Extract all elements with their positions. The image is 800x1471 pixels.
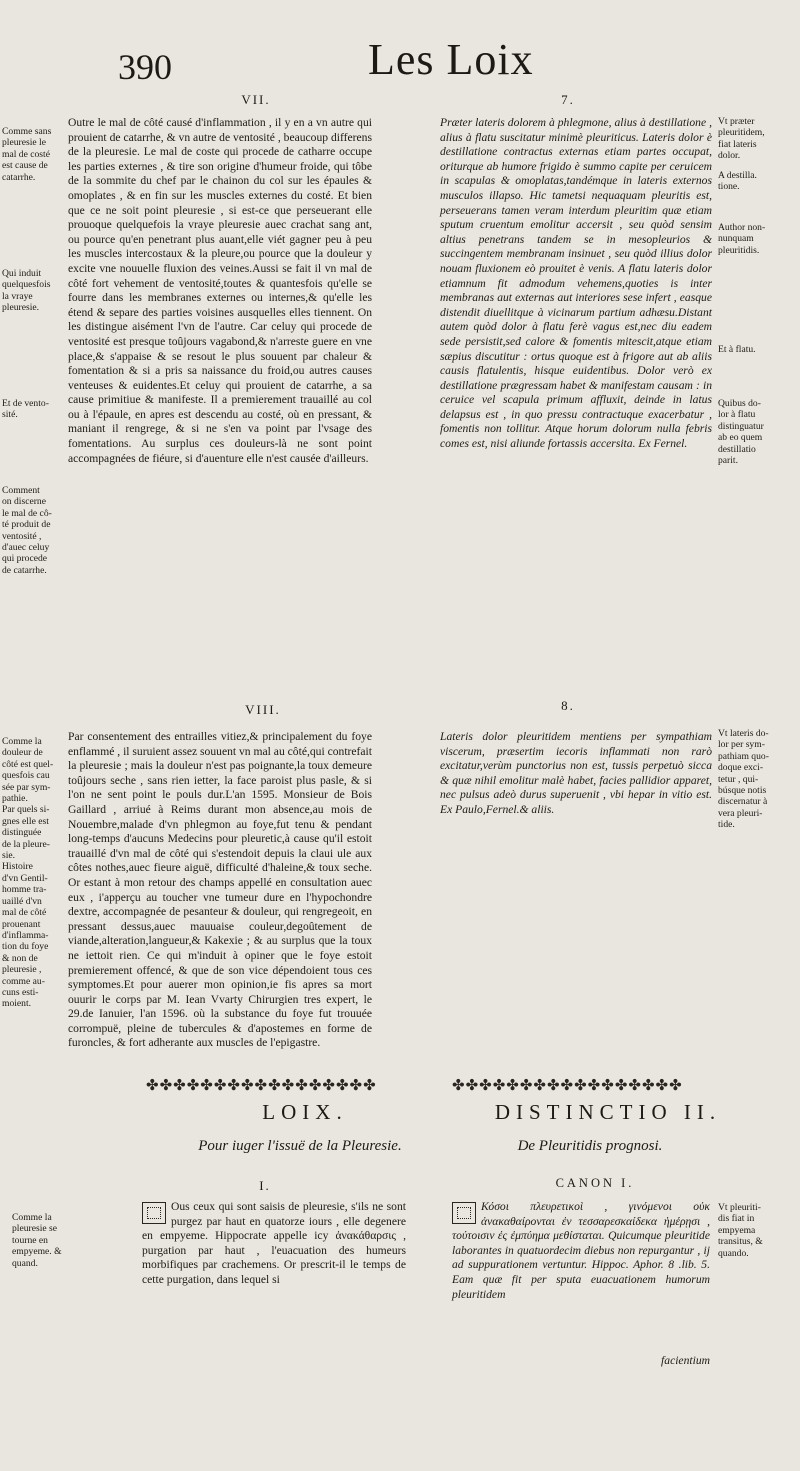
section-title-loix: LOIX.	[262, 1100, 348, 1124]
latin-text-7: Præter lateris dolorem à phlegmone, alius à destillatione , alius à flatu suscitatur minimè pleuriticus. Lateris dolor è destillatione contractus externas etiam partes occupat, oriturque ab humore frigido è summo capite per ceruicem in scapulas & omoplatas,tandémque in lateris externos musculos illapso. Hic tametsi nequaquam pleuritis est, perseuerans tamen veram interdum pleuritim quæ etiam sputum cruentum emolitur accersit , seu quòd sensim altius penetrans tandem se in mesopleurios & succingentem membranam insinuet , seu quòd illius dolor nouam fluxionem eò prouitet è venis. A flatu lateris dolor etiamnum fit admodum vehemens,quoties is inter membranas aut externas aut interiores sese infert , easque distendit diuellitque à vicinarum partium adhæsu.Distant autem quòd dolor à flatu ferè vagus est,nec diu eadem sede persistit,sed calore & fomentis mitescit,atque etiam sæpius discutitur : ortus quoque est à frigore aut ab aliis causis flatulentis, hisque euidentibus. Dolor verò ex destillatione prægressam habet & manifestam causam : in ceruice vel scapula primum affluxit, deinde in latus delapsus est , in quo pressu contractuque exacerbatur , fomentis non tollitur. Atque horum dolorum nulla febris comes est, nisi aliunde fortassis accersita. Ex Fernel.	[440, 116, 712, 451]
french-text-8: Par consentement des entrailles vitiez,& principalement du foye enflammé , il suruient assez souuent vn mal au côté,qui contrefait la pleuresie ; mais la douleur n'est pas poignante,la toux demeure toûjours seche , sans rien ietter, la face paroist plus pasle, & si l'on ne sent point le pouls dur.L'an 1595. Monsieur de Bois Gaillard , arriué à Reims durant mon absence,au mois de Nouembre,malade d'vn phlegmon au foye,fut tenu & pendant long-temps d'aucuns Medecins pour pleuretic,à cause qu'il estoit trauaillé d'vn mal de côté qui s'estendoit depuis la claui ule aux côtes nothes,auec fieure aiguë, difficulté d'haleine,& toux seche. Or estant à mon retour des champs appellé en consultation auec eux , i'apperçu au toucher vne tumeur dure en l'hypochondre dextre, accompagnée de pesanteur & douleur, qui rengregeoit, en pressant dessus,auec mauuaise couleur,degoûtement de viande,alteration,langueur,& Kakexie ; & au surplus que la toux ne iettoit rien. Ce qui m'induit à opiner que le foye estoit premierement offencé, & que de son vice dépendoient tous ces symptomes.Et pour auerer mon opinion,ie fis apres sa mort ouurir le corps par M. Iean Vvarty Chirurgien tres expert, le 29.de Ianuier, l'an 1596. où la substance du foye fut trouuée corrompuë, pleine de tubercules & d'apostemes en forme de furoncles, & fort adherante aux muscles de l'epigastre.	[68, 730, 372, 1050]
margin-note: Comment on discerne le mal de cô- té produit de ventosité , d'auec celuy qui procede de catarrhe.	[2, 485, 52, 576]
french-text-7: Outre le mal de côté causé d'inflammation , il y en a vn autre qui prouient de catarrhe, & vn autre de ventosité , beaucoup differens de la pleuresie. Le mal de coste qui procede de catharre occupe les parties externes , & tire son origine d'humeur froide, qui tôbe de la sommite du chef par le chainon du col sur les épaules & omoplates , & en fin sur les muscles externes du costé. Et bien que ce ne soit point pleuresie , si est-ce que perseuerant elle prouoque quelquefois la vraye pleuresie auec crachat sang ant, ou pource qu'en penetrant plus auant,elle viét gagner peu à peu les muscles intercostaux & la pleure,ou pource que la douleur y excite vne nouuelle fluxion des veines.Aussi se fait il vn mal de côté fort vehement de ventosité,toutes & quantesfois qu'elle se fourre dans les membranes externes ou internes,& qu'elle les étend & separe des parties voisines ausquelles elles tiennent. On les distingue aisément l'vn de l'autre. Car celuy qui procede de ventosité est presque toûjours vagabond,& n'arreste guere en vne place,& s'appaise & se resout le plus souuent par chaleur & fomentation & si a pris sa naissance du froid,ou autres causes venteuses & euidentes.Et celuy qui prouient de catarrhe, a sa cause primitiue & manifeste. Il a premierement trauaillé au col ou à l'épaule, en apres est descendu au costé, où en pressant, & maniant il rengrege, & si ne s'en va point par l'vsage des fomentations. Au surplus ces douleurs-là ne sont point accompagnées de fiéure, si d'auenture elle n'est causée d'ailleurs.	[68, 116, 372, 465]
margin-note: Vt præter pleuritidem, fiat lateris dolor.	[718, 116, 765, 162]
margin-note: Quibus do- lor à flatu distinguatur ab eo quem destillatio parit.	[718, 398, 764, 467]
margin-note: Qui induit quelquesfois la vraye pleuresie.	[2, 268, 51, 314]
margin-note: Comme la douleur de côté est quel- quesfois cau sée par sym- pathie. Par quels si- gnes elle est distinguée de la pleure- sie. Histoire d'vn Gentil- homme tra- uaillé d'vn mal de côté prouenant d'inflamma- tion du foye & non de pleuresie , comme au- cuns esti- moient.	[2, 736, 54, 1010]
ornament-band: ✤✤✤✤✤✤✤✤✤✤✤✤✤✤✤✤✤	[146, 1078, 377, 1094]
margin-note: Et de vento- sité.	[2, 398, 49, 421]
section-subtitle-distinctio: De Pleuritidis prognosi.	[517, 1138, 663, 1154]
page-number: 390	[118, 47, 172, 87]
section-heading-7: 7.	[561, 92, 575, 107]
section-heading-8: 8.	[561, 698, 575, 713]
margin-note: Comme la pleuresie se tourne en empyeme. & quand.	[12, 1212, 62, 1269]
margin-note: Et à flatu.	[718, 344, 756, 355]
distinctio-body: Κόσοι πλευρετικοὶ , γινόμενοι οὐκ ἀνακαθαίρονται ἐν τεσσαρεσκαίδεκα ἡμέρῃσι , τούτοισιν ἐς ἐμπύημα μεθίσταται. Quicumque pleuritide laborantes in quatuordecim diebus non repurgantur , ij ad suppurationem vertuntur. Hippoc. Aphor. 8 .lib. 5. Eam quæ fit per sputa euacuationem humorum pleuritidem	[452, 1200, 710, 1301]
margin-note: Vt lateris do- lor per sym- pathiam quo- doque exci- tetur , qui- búsque notis discernatur à vera pleuri- tide.	[718, 728, 769, 831]
drop-cap-ornament	[452, 1202, 476, 1224]
ornament-band: ✤✤✤✤✤✤✤✤✤✤✤✤✤✤✤✤✤	[452, 1078, 683, 1094]
section-heading-vii: VII.	[241, 92, 271, 107]
section-subtitle-loix: Pour iuger l'issuë de la Pleuresie.	[198, 1138, 402, 1154]
distinctio-text	[452, 1200, 710, 1302]
law-number: I.	[259, 1178, 271, 1193]
drop-cap-ornament	[142, 1202, 166, 1224]
canon-heading: CANON I.	[555, 1176, 635, 1190]
loix-body: Ous ceux qui sont saisis de pleuresie, s'ils ne sont purgez par haut en quatorze iours , elle degenere en empyeme. Hippocrate appelle icy ἀνακάθαρσις , purgation par haut , l'euacuation des humeurs morbifiques par crachemens. Or prescrit-il le temps de cette purgation, dans lequel si	[142, 1200, 406, 1286]
section-title-distinctio: DISTINCTIO II.	[494, 1100, 722, 1124]
loix-text	[142, 1200, 406, 1288]
latin-text-8: Lateris dolor pleuritidem mentiens per sympathiam viscerum, præsertim iecoris inflammati non rarò excitatur,verùm punctorius non est, tussis perpetuò sicca & quæ nihil emolitur malè habet, facies pallidior apparet, nec pulsus adeò durus superuenit , vbi hepar in vitio est. Ex Paulo,Fernel.& aliis.	[440, 730, 712, 816]
margin-note: Author non- nunquam pleuritidis.	[718, 222, 766, 256]
section-heading-viii: VIII.	[245, 702, 281, 717]
running-title: Les Loix	[368, 35, 534, 84]
margin-note: Vt pleuriti- dis fiat in empyema transitus, & quando.	[718, 1202, 763, 1259]
catchword: facientium	[661, 1354, 710, 1367]
margin-note: Comme sans pleuresie le mal de costé est cause de catarrhe.	[2, 126, 52, 183]
margin-note: A destilla. tione.	[718, 170, 757, 193]
